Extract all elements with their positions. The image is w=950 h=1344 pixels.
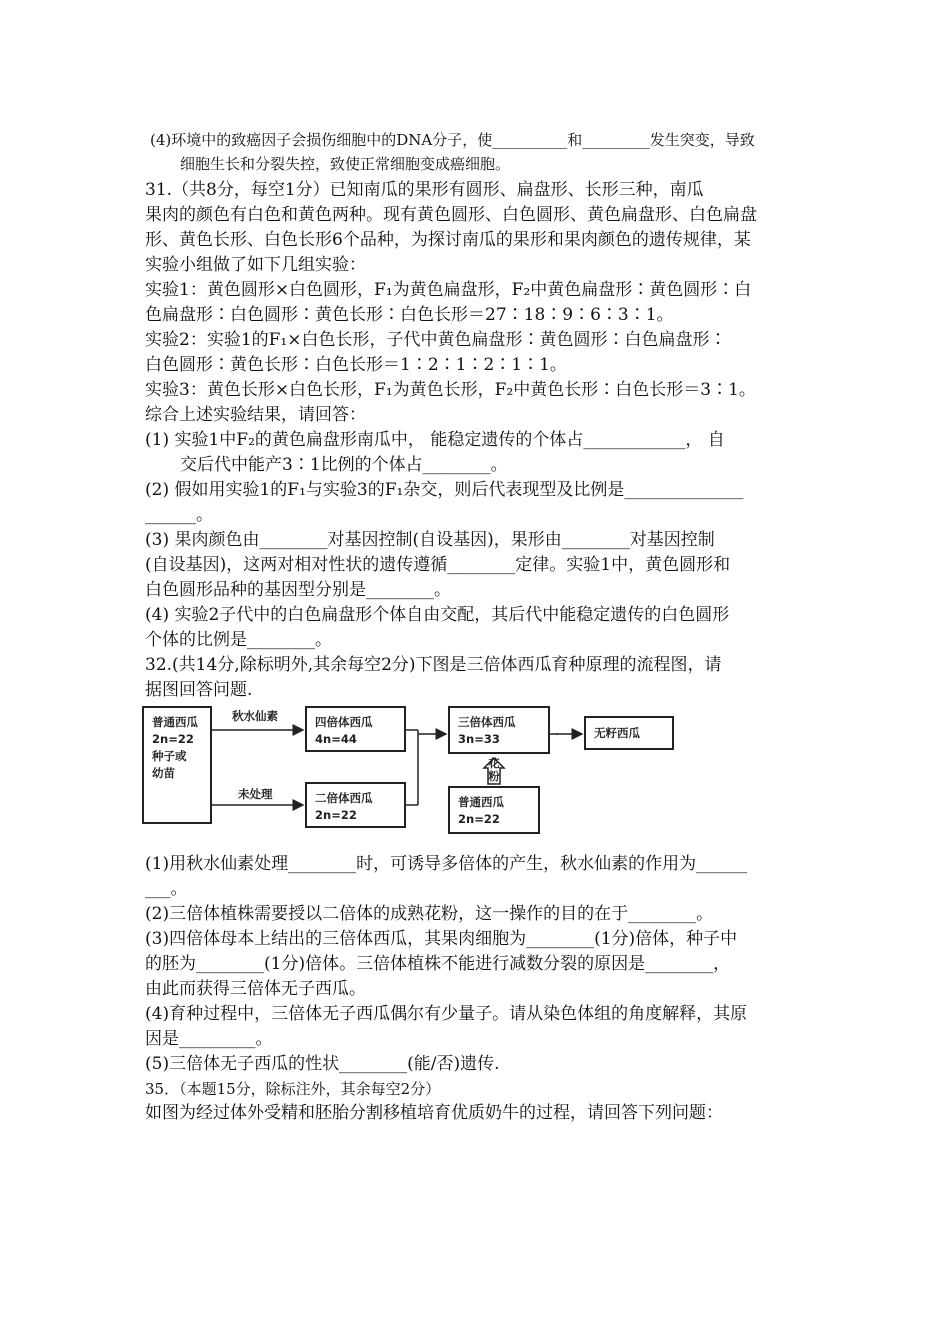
- start-box-line2: 2n=22: [152, 732, 194, 746]
- pollen-box-name: 普通西瓜: [458, 795, 504, 809]
- q32-1-line1: (1)用秋水仙素处理________时，可诱导多倍体的产生，秋水仙素的作用为______: [145, 854, 748, 874]
- q32-1-line2: ___。: [145, 879, 188, 899]
- tetraploid-count: 4n=44: [315, 732, 357, 746]
- q31-3-line3: 白色圆形品种的基因型分别是________。: [145, 580, 451, 600]
- box-diploid: [305, 782, 406, 828]
- q31-3-line2: (自设基因)，这两对相对性状的遗传遵循________定律。实验1中，黄色圆形和: [145, 555, 731, 575]
- pollen-char-1: 花: [488, 757, 500, 770]
- triploid-count: 3n=33: [458, 732, 500, 746]
- q35-intro: 如图为经过体外受精和胚胎分割移植培育优质奶牛的过程，请回答下列问题：: [145, 1103, 723, 1123]
- box-triploid: [448, 706, 550, 754]
- q31-2-line1: (2) 假如用实验1的F₁与实验3的F₁杂交，则后代表现型及比例是______________: [145, 480, 744, 500]
- watermelon-breeding-diagram: [140, 702, 560, 842]
- box-tetraploid: [305, 706, 406, 752]
- arrow-to-seedless: [556, 728, 586, 740]
- label-colchicine: 秋水仙素: [232, 709, 278, 723]
- q31-1-line1: (1) 实验1中F₂的黄色扁盘形南瓜中， 能稳定遗传的个体占____________， 自: [145, 430, 725, 450]
- q31-exp2-1: 实验2：实验1的F₁×白色长形，子代中黄色扁盘形∶黄色圆形∶白色扁盘形∶: [145, 330, 727, 350]
- label-pollen: [488, 757, 500, 783]
- q35-header: 35．（本题15分，除标注外，其余每空2分）: [145, 1080, 441, 1098]
- q31-intro-1: 31.（共8分，每空1分）已知南瓜的果形有圆形、扁盘形、长形三种，南瓜: [145, 180, 704, 200]
- q31-1-line2: 交后代中能产3∶1比例的个体占________。: [180, 455, 508, 475]
- q31-3-line1: (3) 果肉颜色由________对基因控制(自设基因)，果形由________对基因控制: [145, 530, 715, 550]
- diploid-count: 2n=22: [315, 808, 357, 822]
- q31-intro-3: 形、黄色长形、白色长形6个品种，为探讨南瓜的果形和果肉颜色的遗传规律，某: [145, 230, 751, 250]
- q32-4-line2: 因是_________。: [145, 1029, 273, 1049]
- start-box-line1: 普通西瓜: [152, 715, 198, 729]
- q31-exp1-2: 色扁盘形∶白色圆形∶黄色长形∶白色长形＝27∶18∶9∶6∶3∶1。: [145, 305, 674, 325]
- q31-4-line1: (4) 实验2子代中的白色扁盘形个体自由交配，其后代中能稳定遗传的白色圆形: [145, 605, 730, 625]
- pollen-char-2: 粉: [488, 770, 500, 783]
- q32-3-line1: (3)四倍体母本上结出的三倍体西瓜，其果肉细胞为________(1分)倍体，种子中: [145, 929, 738, 949]
- diploid-name: 二倍体西瓜: [315, 791, 373, 805]
- q31-exp1-1: 实验1：黄色圆形×白色圆形，F₁为黄色扁盘形，F₂中黄色扁盘形∶黄色圆形∶白: [145, 280, 752, 300]
- q32-4-line1: (4)育种过程中，三倍体无子西瓜偶尔有少量子。请从染色体组的角度解释，其原: [145, 1004, 748, 1024]
- start-box-line4: 幼苗: [152, 766, 175, 780]
- q31-4-line2: 个体的比例是________。: [145, 630, 332, 650]
- q31-intro-2: 果肉的颜色有白色和黄色两种。现有黄色圆形、白色圆形、黄色扁盘形、白色扁盘: [145, 205, 757, 225]
- q30-4-line2: 细胞生长和分裂失控，致使正常细胞变成癌细胞。: [180, 155, 511, 173]
- q31-intro-4: 实验小组做了如下几组实验：: [145, 255, 366, 275]
- triploid-name: 三倍体西瓜: [458, 715, 516, 729]
- q31-summary: 综合上述实验结果，请回答：: [145, 405, 366, 425]
- tetraploid-name: 四倍体西瓜: [315, 715, 373, 729]
- q32-2: (2)三倍体植株需要授以二倍体的成熟花粉，这一操作的目的在于________。: [145, 904, 714, 924]
- box-seedless-watermelon: [584, 716, 674, 750]
- q31-exp2-2: 白色圆形∶黄色长形∶白色长形＝1∶2∶1∶2∶1∶1。: [145, 355, 567, 375]
- q32-5: (5)三倍体无子西瓜的性状________(能/否)遗传.: [145, 1054, 500, 1074]
- q32-intro-1: 32.(共14分,除标明外,其余每空2分)下图是三倍体西瓜育种原理的流程图，请: [145, 655, 722, 675]
- q31-2-line2: ______。: [145, 505, 213, 525]
- pollen-box-count: 2n=22: [458, 812, 500, 826]
- q31-exp3: 实验3：黄色长形×白色长形，F₁为黄色长形，F₂中黄色长形∶白色长形＝3∶1。: [145, 380, 756, 400]
- label-untreated: 未处理: [238, 787, 273, 801]
- box-common-watermelon-seed: [142, 706, 212, 824]
- q32-3-line3: 由此而获得三倍体无子西瓜。: [145, 979, 366, 999]
- box-common-watermelon-pollen: [448, 786, 540, 834]
- q30-4-line1: (4)环境中的致癌因子会损伤细胞中的DNA分子，使__________和_________发生突变，导致: [150, 131, 755, 149]
- q32-intro-2: 据图回答问题.: [145, 680, 253, 700]
- q32-3-line2: 的胚为________(1分)倍体。三倍体植株不能进行减数分裂的原因是________，: [145, 954, 731, 974]
- start-box-line3: 种子或: [152, 749, 187, 763]
- seedless-name: 无籽西瓜: [594, 726, 640, 740]
